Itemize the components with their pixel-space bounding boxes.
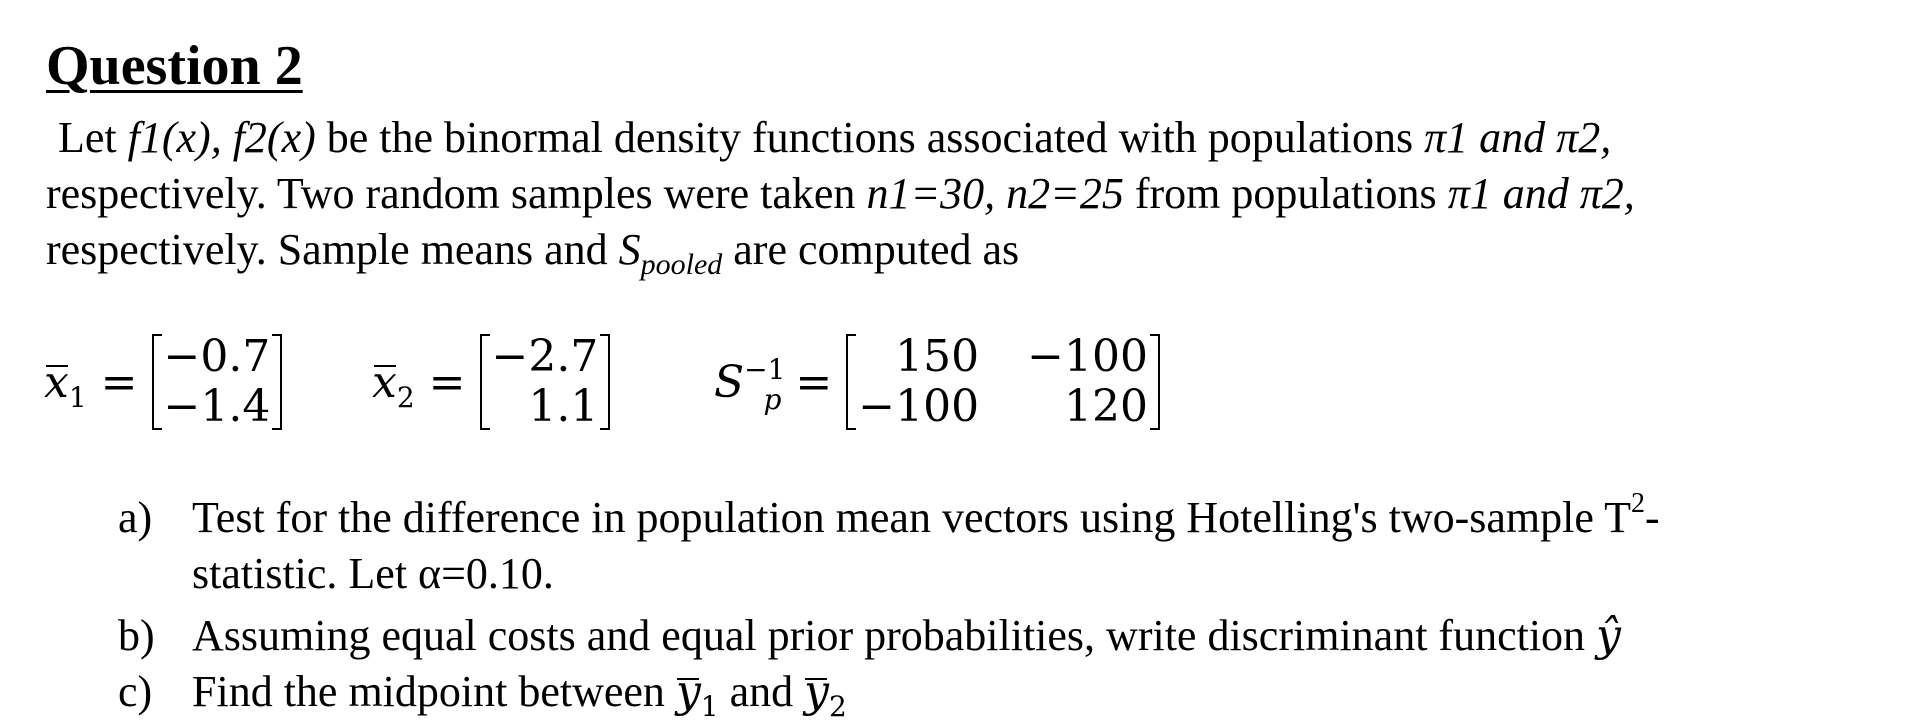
list-marker: b): [118, 611, 155, 660]
equals-sign: =: [795, 356, 833, 408]
statement-line-2: [46, 166, 1635, 222]
list-item-b: [118, 608, 1660, 664]
question-title: Question 2: [46, 35, 303, 97]
matrix-entry: −100: [858, 381, 980, 432]
superscript: 2: [1630, 488, 1645, 520]
text-run: respectively. Sample means and: [46, 225, 619, 274]
list-item-text-continued: statistic. Let α=0.10.: [192, 549, 554, 598]
matrix-entry: 120: [1063, 381, 1148, 432]
matrix-entry: 150: [895, 331, 980, 382]
sp-inverse-matrix: [846, 332, 1160, 432]
equals-sign: =: [428, 356, 466, 408]
equation-sp-inverse: [714, 322, 1160, 442]
text-run: are computed as: [722, 225, 1020, 274]
list-marker: c): [118, 667, 153, 716]
matrix-entry: −100: [1027, 331, 1148, 382]
y1-bar-symbol: $y_1$: [675, 666, 719, 723]
list-item-a: [118, 490, 1660, 602]
statement-line-3: [46, 222, 1635, 283]
equals-sign: =: [100, 356, 138, 408]
density-functions: f1(x), f2(x): [127, 113, 316, 162]
equation-x1: [44, 322, 282, 442]
populations: π1 and π2,: [1447, 169, 1635, 218]
text-run: respectively. Two random samples were taken: [46, 169, 867, 218]
x2-bar-symbol: $x_2$: [372, 356, 415, 414]
problem-statement: [46, 110, 1635, 283]
list-item-c: [118, 664, 1660, 725]
populations: π1 and π2,: [1424, 113, 1612, 162]
equation-x2: [372, 322, 610, 442]
sample-sizes: n1=30, n2=25: [866, 169, 1124, 218]
x1-vector: [152, 332, 283, 432]
x2-vector-column: [492, 332, 599, 432]
question-list: [118, 490, 1660, 725]
matrix-column-2: [1027, 332, 1148, 432]
text-run: be the binormal density functions associated with populations: [315, 113, 1425, 162]
x2-vector: [480, 332, 611, 432]
x1-bar-symbol: $x_1$: [44, 356, 87, 414]
vector-entry: −1.4: [163, 381, 271, 432]
y-hat-symbol: ŷ: [1596, 610, 1621, 661]
text-run: from populations: [1123, 169, 1448, 218]
list-item-text: Assuming equal costs and equal prior probabilities, write discriminant function ŷ: [192, 610, 1621, 661]
vector-entry: 1.1: [528, 381, 599, 432]
x1-vector-column: [164, 332, 271, 432]
text-run: Let: [58, 113, 128, 162]
sp-inverse-symbol: $S^{-1}_p$: [714, 352, 786, 416]
list-marker: a): [118, 493, 153, 542]
s-pooled-symbol: S: [618, 225, 641, 274]
y2-bar-symbol: $y_2$: [804, 666, 847, 723]
vector-entry: −2.7: [491, 331, 599, 382]
list-item-text: Test for the difference in population mean vectors using Hotelling's two-sample $T^2-$: [192, 488, 1660, 542]
statement-line-1: [46, 110, 1635, 166]
s-pooled-subscript: pooled: [640, 248, 723, 281]
matrix-column-1: [858, 332, 979, 432]
list-item-text: Find the midpoint between $y_1$ and $y_2$: [192, 666, 847, 723]
vector-entry: −0.7: [163, 331, 271, 382]
